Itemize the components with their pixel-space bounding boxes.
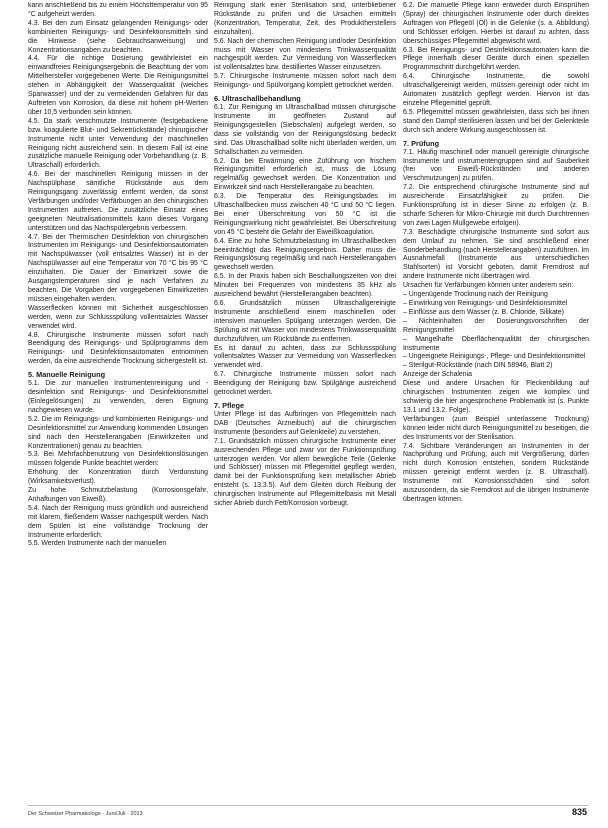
footer-rule xyxy=(28,805,588,806)
section-heading: 5. Manuelle Reinigung xyxy=(28,370,106,380)
paragraph: Es ist darauf zu achten, dass zur Schlussspülung vollentsalztes Wasser zur Vermeidung von Wasserflecken verwendet wird. xyxy=(214,344,396,370)
paragraph: – Mangelhafte Oberflächenqualität der chirurgischen Instrumente xyxy=(403,335,589,352)
paragraph: 4.6. Bei der maschinellen Reinigung müssen in der Nachspülphase sämtliche Rückstände aus dem Reinigungsgang zuverlässig entfernt werden, da sonst Verfärbungen und/oder Verfärbungen an den chirurgischen Instrumenten auftreten. Die zusätzliche Einsatz eines geeigneten Neutralisationsmittels kann dieses Vorgang unterstützen und das Nachspülergebnis verbessern. xyxy=(28,171,208,232)
paragraph: 4.5. Da stark verschmutzte Instrumente (festgebackene bzw. koagulierte Blut- und Sekretrückstände) chirurgischer Instrumente nicht unter Verwendung der maschinellen Reinigung nicht ausreichend sein. In diesem Fall ist eine zusätzliche manuelle Reinigung oder Vorbehandlung (z. B. Ultraschall) erforderlich. xyxy=(28,117,208,170)
paragraph: 6.7. Chirurgische Instrumente müssen sofort nach Beendigung der Reinigung bzw. Spülgänge ausreichend getrocknet werden. xyxy=(214,371,396,397)
paragraph: – Ungeeignete Reinigungs-, Pflege- und Desinfektionsmittel xyxy=(403,353,586,361)
paragraph: 5.4. Nach der Reinigung muss gründlich und ausreichend mit klarem, fließendem Wasser nachgespült werden. Nach dem Spülen ist eine vollständige Trocknung der Instrumente erforderlich. xyxy=(28,504,208,539)
section-heading: 7. Prüfung xyxy=(403,138,440,148)
paragraph: 4.7. Bei der Thermischen Desinfektion von chirurgischen Instrumenten im Reinigungs- und Desinfektionsautomaten mit Nachspülwasser (voll entsalztes Wasser) ist in der Nachspülwasser auf eine Temperatur von 70 °C bis 95 °C einzuhalten. Die Dauer der Einwirkzeit sowie die Ausgangstemperaturen sind je nach Verfahren zu beachten. Die Vorgaben der vorgegebenen Einwirkzeiten müssen eingehalten werden. xyxy=(28,233,208,303)
paragraph: 7.1. Grundsätzlich müssen chirurgische Instrumente einer ausreichenden Pflege und zwar vor der Funktionsprüfung unterzogen werden. Vor allem bewegliche Teile (Gelenke und Schlösser) müssen mit Pflegemittel gepflegt werden, damit bei der Funktionsprüfung kein metallischer Abrieb entsteht (s. 13.3.5). Auf dem Gleiten durch Reibung der chirurgischen Instrumente auf Pflegemittelbasis mit Metall sicher Abrieb durch Fett/Korrosion vorbeugt. xyxy=(214,437,396,508)
paragraph: kann anschließend bis zu einem Höchsttemperatur von 95 °C aufgeheizt werden. xyxy=(28,2,208,18)
footer-source: Der Schweizer Pharmakologe · Juni/Juli · 2013 xyxy=(28,811,143,817)
paragraph: 4.3. Bei den zum Einsatz gelangenden Reinigungs- oder kombinierten Reinigungs- und Desinfektionsmitteln sind die Hinweise (siehe Gebrauchsanweisung) und Konzentrationsangaben zu beachten. xyxy=(28,19,208,54)
paragraph: 5.6. Nach der chemischen Reinigung und/oder Desinfektion muss mit Wasser von mindestens Trinkwasserqualität nachgespült werden. Zur Vermeidung von Wasserflecken ist vollentsalztes bzw. destilliertes Wasser einzusetzen. xyxy=(214,37,396,72)
paragraph: 6.3. Die Temperatur des Reinigungsbades im Ultraschallbecken muss zwischen 40 °C und 50 °C liegen. Bei einer Überschreitung von 50 °C ist die Reinigungswirkung nicht gewährleistet. Bei Überschreitung von 45 °C besteht die Gefahr der Eiweißkoagulation. xyxy=(214,193,396,236)
paragraph: 7.1. Häufig maschinell oder manuell gereinigte chirurgische Instrumente und instrumentengruppen sind auf Sauberkeit (frei von Eiweiß-Rückständen und anderen Verschmutzungen) zu prüfen. xyxy=(403,148,589,183)
section-heading: 7. Pflege xyxy=(214,400,245,410)
paragraph: 4.8. Chirurgische Instrumente müssen sofort nach Beendigung des Reinigungs- und Spülprogramms dem Reinigungs- und Desinfektionsautomaten entnommen werden, da eine ausreichende Trocknung sichergestellt ist. xyxy=(28,331,208,366)
paragraph: 5.7. Chirurgische Instrumente müssen sofort nach dem Reinigungs- und Spülvorgang komplett getrocknet werden. xyxy=(214,73,396,90)
text-column-left xyxy=(28,2,208,802)
paragraph: – Einwirkung von Reinigungs- und Desinfektionsmittel xyxy=(403,300,568,307)
paragraph: Diese und andere Ursachen für Fleckenbildung auf chirurgischen Instrumenten zeigen wie komplex und schwierig die hier angesprochene Problematik ist (s. Punkte 13.1 und 13.2. Folge). xyxy=(403,380,589,414)
paragraph: Anzeige der Schalenia xyxy=(403,371,472,379)
paragraph: – Nichteinhalten der Dosierungsvorschriften der Reinigungsmittel xyxy=(403,317,589,334)
paragraph: – Ungenügende Trocknung nach der Reinigung xyxy=(403,291,548,299)
paragraph: 5.1. Die zur manuellen Instrumentenreinigung und -desinfektion sind Reinigungs- und Desinfektionsmittel (Einlegelösungen) zu verwenden, deren Eignung nachgewiesen wurde. xyxy=(28,380,208,414)
paragraph: Erhöhung der Konzentration durch Verdunstung (Wirksamkeitsverlust). xyxy=(28,469,208,486)
paragraph: – Sterilgut-Rückstände (nach DIN 58946, Blatt 2) xyxy=(403,362,553,370)
text-column-middle xyxy=(214,2,396,802)
paragraph: – Einflüsse aus dem Wasser (z. B. Chloride, Silikate) xyxy=(403,308,564,316)
paragraph: 5.5. Werden Instrumente nach der manuellen xyxy=(28,540,167,548)
paragraph: 6.2. Die manuelle Pflege kann entweder durch Einsprühen (Spray) der chirurgischen Instrumente oder durch direktes Auftragen von Pflegeöl (Öl) in die Gelenke (s. a. Abbildung) und Schlösser erfolgen. Hierbei ist darauf zu achten, dass überschüssiges Pflegemittel abgewischt wird. xyxy=(403,2,589,45)
paragraph: 4.4. Für die richtige Dosierung gewährleistet ein einwandfreies Reinigungsergebnis die Beachtung der vom Mittelhersteller vorgegebenen Werte. Die Reinigungsmittel stehen in Abhängigkeit der Wasserqualität (weiches Sparwasser) und der zu vermeidenden Gefahren für das Auftreten von Korrosion, da diese mit hohem pH-Werten über 10,5 verbunden sein können. xyxy=(28,55,208,116)
paragraph: 5.3. Bei Mehrfachbenutzung von Desinfektionslösungen müssen folgende Punkte beachtet werden: xyxy=(28,451,208,468)
paragraph: 6.2. Da bei Erwärmung eine Zuführung von frischem Reinigungsmittel erforderlich ist, muss die Lösung regelmäßig gewechselt werden. Die Konzentration und Einwirkzeit sind nach Herstellerangabe zu beachten. xyxy=(214,157,396,192)
paragraph: 6.4. Chirurgische Instrumente, die sowohl ultraschallgereinigt werden, müssen gereinigt oder nicht im Automaten zusätzlich gepflegt werden. Hiervon ist das einzelne Pflegemittel geprüft. xyxy=(403,73,589,107)
paragraph: Ursachen für Verfärbungen können unter anderem sein: xyxy=(403,282,574,290)
paragraph: 5.2. Die im Reinigungs- und kombinierten Reinigungs- und Desinfektionsmittel zur Anwendung kommenden Lösungen sind nach den Herstellerangaben (Einwirkzeiten und Konzentrationen) genau zu beachten. xyxy=(28,415,208,450)
paragraph: Verfärbungen (zum Beispiel unterlassene Trocknung) können leider nicht durch Reinigungsmittel zu beseitigen, die des Instruments vor der Sterilisation. xyxy=(403,415,589,441)
paragraph: 6.1. Zur Reinigung im Ultraschallbad müssen chirurgische Instrumente im geöffneten Zustand auf Reinigungsgestellen (Siebschalen) aufgelegt werden, so dass sie vollständig von der Reinigungslösung bedeckt sind. Das Ultraschallbad sollte nicht überladen werden, um Schallschatten zu vermeiden. xyxy=(214,104,396,156)
paragraph: 6.3. Bei Reinigungs- und Desinfektionsautomaten kann die Pflege innerhalb dieser Geräte durch einen speziellen Programmschritt durchgeführt werden. xyxy=(403,46,589,72)
text-column-right xyxy=(403,2,589,802)
paragraph: 7.4. Sichtbare Veränderungen an Instrumenten in der Nachprüfung und Prüfung, auch mit Vergrößerung, dürfen nicht durch Korrosion entstehen, sondern Rückstände müssen gereinigt entfernt werden (z. B. Ultraschall). Instrumente mit Korrosionsschäden sind sofort auszusondern, da sie Fremdrost auf die übrigen Instrumente übertragen können. xyxy=(403,442,589,503)
paragraph: Zu hohe Schmutzbelastung (Korrosionsgefahr, Anhaftungen von Eiweiß). xyxy=(28,487,208,503)
paragraph: 6.6. Grundsätzlich müssen Ultraschallgereinigte Instrumente anschließend einem maschinellen oder intensiven manuellen Spülgang unterzogen werden. Die Spülung ist mit Wasser von mindestens Trinkwasserqualität durchzuführen, um Rückstände zu entfernen. xyxy=(214,300,396,343)
paragraph: 7.2. Die entsprechend chirurgische Instrumente sind auf ausreichende Einsatzfähigkeit zu prüfen. Die Funktionsprüfung ist in dieser Sinne zu erfolgen (z. B. scharfe Scheren für Mikro-Chirurgie mit durch Durchtrennen von zwei Lagen Mullgewebe erfolgen). xyxy=(403,184,589,227)
paragraph: Reinigung stark einer Sterilisation sind, unterbliebener Rückstände zu prüfen und die Ursachen ermitteln (Konzentration, Temperatur, Zeit, des Produktherstellers einzuhalten). xyxy=(214,2,396,36)
page-number: 835 xyxy=(572,807,588,817)
paragraph: Wasserflecken können mit Sicherheit ausgeschlossen werden, wenn zur Schlussspülung vollentsalztes Wasser verwendet wird. xyxy=(28,304,208,330)
paragraph: Unter Pflege ist das Aufbringen von Pflegemitteln nach DAB (Deutsches Arzneibuch) auf die chirurgischen Instrumente (besonders auf Gelenkteile) zu verstehen. xyxy=(214,410,396,436)
paragraph: 7.3. Beschädigte chirurgische Instrumente sind sofort aus dem Umlauf zu nehmen. Sie sind anschließend einer Sonderbehandlung (nach Herstellerangaben) zuzuführen. Im Ausnahmefall (Instrumente aus unterschiedlichen Stahlsorten) ist Vorsicht geboten, damit Fremdrost auf andere Instrumente nicht übertragen wird. xyxy=(403,228,589,281)
paragraph: 6.4. Eine zu hohe Schmutzbelastung im Ultraschallbecken beeinträchtigt das Reinigungsergebnis. Daher muss die Reinigungslösung regelmäßig und nach Herstellerangaben gewechselt werden. xyxy=(214,237,396,272)
section-heading: 6. Ultraschallbehandlung xyxy=(214,94,301,104)
paragraph: 6.5. In der Praxis haben sich Beschallungszeiten von drei Minuten bei Frequenzen von mindestens 35 kHz als ausreichend bewährt (Herstellerangaben beachten). xyxy=(214,273,396,299)
paragraph: 6.5. Pflegemittel müssen gewährleisten, dass sich bei ihnen stand den Dampf sterilisieren lassen und bei der Gelenkteile durch sich andere Wirkung ausgeschlossen ist. xyxy=(403,108,589,134)
